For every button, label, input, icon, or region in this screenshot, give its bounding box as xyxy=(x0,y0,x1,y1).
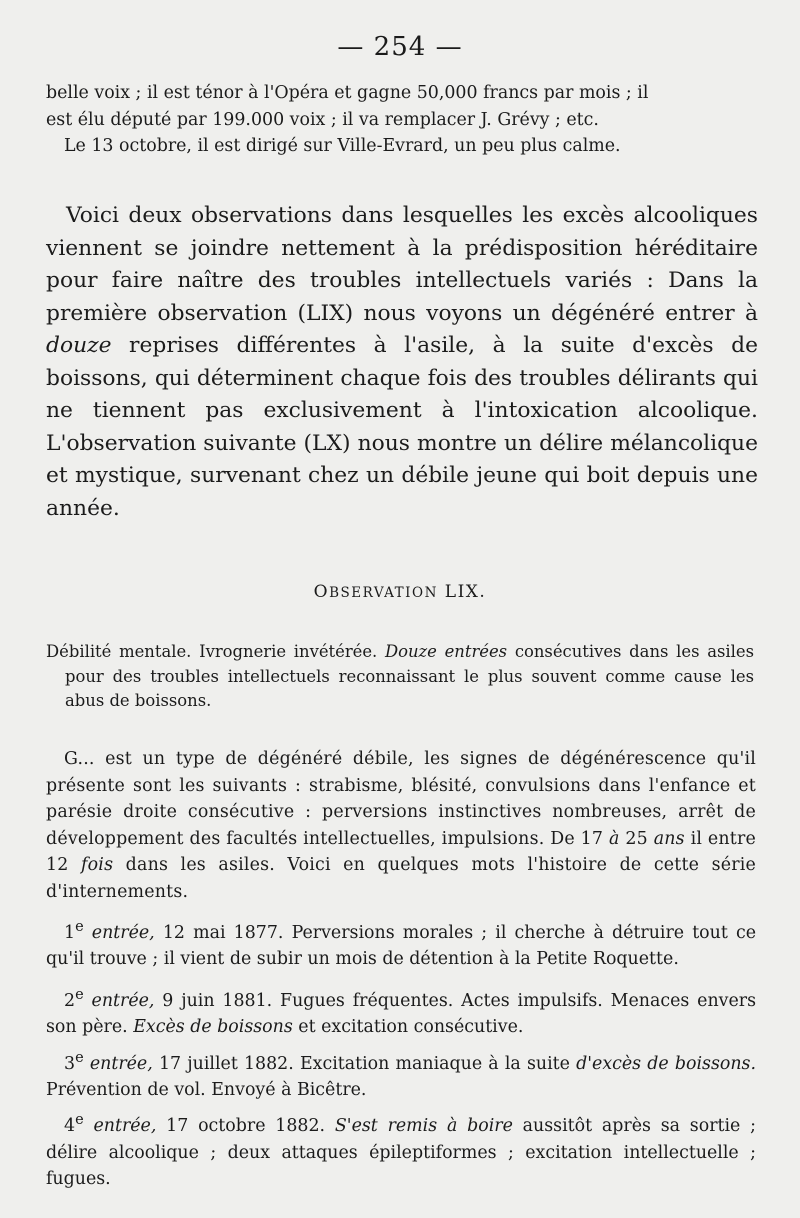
text-run: 9 juin 1881. Fugues fréquentes. Actes impulsifs. Menaces envers son père. xyxy=(46,990,757,1038)
text-line: est élu député par 199.000 voix ; il va remplacer J. Grévy ; etc. xyxy=(46,109,599,130)
entry-sup: e xyxy=(75,986,84,1003)
case-body xyxy=(46,746,756,1193)
text-run: consécutives dans les asiles pour des troubles intellectuels reconnaissant le plus souvent comme cause les abus de boissons. xyxy=(65,642,754,710)
emphasis: à xyxy=(608,828,620,849)
text-line: Le 13 octobre, il est dirigé sur Ville-Evrard, un peu plus calme. xyxy=(64,136,621,156)
entry-number: 4 xyxy=(64,1116,76,1137)
entry-paragraph xyxy=(46,914,756,973)
emphasis: S'est remis à boire xyxy=(334,1116,513,1137)
case-paragraph xyxy=(46,746,756,905)
emphasis: d'excès de boissons. xyxy=(576,1053,756,1074)
page-number: — 254 — xyxy=(337,32,463,62)
entry-label: entrée, xyxy=(83,1053,153,1074)
text-run: 17 juillet 1882. Excitation maniaque à la suite xyxy=(152,1053,577,1074)
emphasis: Douze entrées xyxy=(384,642,508,661)
text-run: Débilité mentale. Ivrognerie invétérée. xyxy=(46,642,385,661)
text-run: aussitôt après sa sortie ; délire alcoolique ; deux attaques épileptiformes ; excitation intellectuelle ; fugues. xyxy=(46,1116,756,1190)
observation-title xyxy=(0,582,800,602)
text-run: et excitation consécutive. xyxy=(292,1017,524,1038)
entry-label: entrée, xyxy=(83,1116,157,1137)
text-line: belle voix ; il est ténor à l'Opéra et gagne 50,000 francs par mois ; il xyxy=(46,83,649,103)
entry-sup: e xyxy=(75,919,84,935)
entry-label: entrée, xyxy=(83,990,155,1011)
emphasis: ans xyxy=(653,828,685,849)
top-paragraph xyxy=(46,80,756,160)
entry-paragraph xyxy=(46,1107,756,1192)
title-initial: O xyxy=(313,582,330,602)
title-number: LIX. xyxy=(444,582,487,602)
emphasis: Excès de boissons xyxy=(133,1017,293,1038)
entry-number: 3 xyxy=(64,1053,76,1074)
text-run: reprises différentes à l'asile, à la suite d'excès de boissons, qui déterminent chaque fois des troubles délirants qui ne tiennent pas exclusivement à l'intoxication alcoolique. L'observation suivante (LX) nous montre un délire mélancolique et mystique, survenant chez un débile jeune qui boit depuis une année. xyxy=(46,333,758,521)
text-run: 12 mai 1877. Perversions morales ; il cherche à détruire tout ce qu'il trouve ; il vient de subir un mois de détention à la Petite Roquette. xyxy=(46,922,757,970)
text-run: il entre 12 xyxy=(46,828,756,875)
text-run: dans les asiles. Voici en quelques mots l'histoire de cette série d'internements. xyxy=(46,855,756,902)
emphasis: douze xyxy=(46,333,112,358)
text-run: G... est un type de dégénéré débile, les signes de dégénérescence qu'il présente sont les suivants : strabisme, blésité, convulsions dans l'enfance et parésie droite consécutive : perversions instinctives nombreuses, arrêt de développement des facultés intellectuelles, impulsions. De 17 xyxy=(46,749,756,849)
title-smallcaps: BSERVATION xyxy=(329,585,438,601)
entry-label: entrée, xyxy=(83,922,155,943)
observation-summary xyxy=(46,640,754,714)
paragraph-text xyxy=(46,200,758,525)
entry-paragraph xyxy=(46,1045,756,1104)
entry-paragraph xyxy=(46,982,756,1041)
entry-number: 1 xyxy=(64,922,76,943)
text-run: 25 xyxy=(619,828,654,849)
entry-sup: e xyxy=(75,1112,84,1129)
entry-sup: e xyxy=(75,1049,84,1066)
emphasis: fois xyxy=(81,855,114,875)
text-run: 17 octobre 1882. xyxy=(156,1116,335,1137)
entry-number: 2 xyxy=(64,990,76,1011)
intro-paragraph xyxy=(46,200,758,525)
text-run: Prévention de vol. Envoyé à Bicêtre. xyxy=(46,1079,367,1100)
text-run: Voici deux observations dans lesquelles les excès alcooliques viennent se joindre nettement à la prédisposition héréditaire pour faire naître des troubles intellectuels variés : Dans la première observation (LIX) nous voyons un dégénéré entrer à xyxy=(46,203,758,326)
